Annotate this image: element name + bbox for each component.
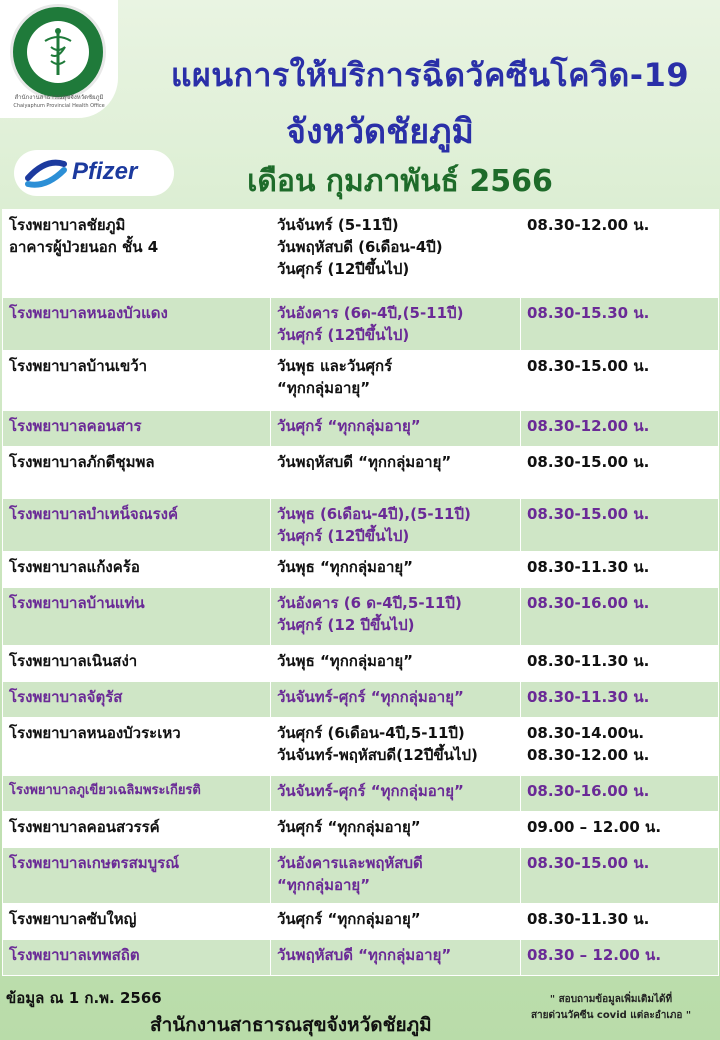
service-days-cell: วันพฤหัสบดี “ทุกกลุ่มอายุ” [271,940,521,976]
service-days-cell: วันอังคาร (6ด-4ปี,(5-11ปี) วันศุกร์ (12ปีขึ้นไป) [271,298,521,351]
pfizer-mark-icon [24,156,68,190]
service-days-cell: วันพฤหัสบดี “ทุกกลุ่มอายุ” [271,447,521,499]
hospital-cell: โรงพยาบาลซับใหญ่ [3,904,271,940]
service-days-cell: วันศุกร์ “ทุกกลุ่มอายุ” [271,904,521,940]
table-row [3,447,719,499]
table-row [3,848,719,904]
caduceus-icon [27,21,89,83]
service-days-cell: วันศุกร์ (6เดือน-4ปี,5-11ปี) วันจันทร์-พฤหัสบดี(12ปีขึ้นไป) [271,718,521,776]
hospital-cell: โรงพยาบาลภักดีชุมพล [3,447,271,499]
table-row [3,499,719,552]
service-time-cell: 08.30-11.30 น. [521,646,719,682]
table-row [3,298,719,351]
service-time-cell: 08.30-16.00 น. [521,588,719,646]
service-time-cell: 08.30-15.00 น. [521,447,719,499]
table-row [3,682,719,718]
table-row [3,646,719,682]
table-row [3,718,719,776]
hospital-cell: โรงพยาบาลบำเหน็จณรงค์ [3,499,271,552]
hospital-cell: โรงพยาบาลจัตุรัส [3,682,271,718]
office-footer-label: สำนักงานสาธารณสุขจังหวัดชัยภูมิ [150,1014,432,1036]
data-date-label: ข้อมูล ณ 1 ก.พ. 2566 [6,989,162,1007]
hospital-cell: โรงพยาบาลภูเขียวเฉลิมพระเกียรติ [3,776,271,812]
table-row [3,940,719,976]
service-time-cell: 08.30-16.00 น. [521,776,719,812]
hospital-cell: โรงพยาบาลหนองบัวระเหว [3,718,271,776]
service-days-cell: วันอังคารและพฤหัสบดี “ทุกกลุ่มอายุ” [271,848,521,904]
table-row [3,210,719,298]
service-time-cell: 08.30-11.30 น. [521,682,719,718]
service-days-cell: วันพุธ และวันศุกร์ “ทุกกลุ่มอายุ” [271,351,521,411]
service-time-cell: 08.30-15.00 น. [521,351,719,411]
service-time-cell: 08.30-11.30 น. [521,904,719,940]
province-title: จังหวัดชัยภูมิ [286,112,474,152]
hospital-cell: โรงพยาบาลบ้านเขว้า [3,351,271,411]
service-days-cell: วันจันทร์ (5-11ปี) วันพฤหัสบดี (6เดือน-4ปี) วันศุกร์ (12ปีขึ้นไป) [271,210,521,298]
hotline-note: " สอบถามข้อมูลเพิ่มเติมได้ที่ สายด่วนวัคซีน covid แต่ละอำเภอ " [530,994,692,1021]
pfizer-logo [14,150,174,196]
hospital-cell: โรงพยาบาลแก้งคร้อ [3,552,271,588]
month-title: เดือน กุมภาพันธ์ 2566 [247,164,553,199]
service-days-cell: วันศุกร์ “ทุกกลุ่มอายุ” [271,411,521,447]
hospital-cell: โรงพยาบาลบ้านแท่น [3,588,271,646]
service-days-cell: วันพุธ “ทุกกลุ่มอายุ” [271,646,521,682]
service-time-cell: 08.30-15.00 น. [521,499,719,552]
service-days-cell: วันพุธ (6เดือน-4ปี),(5-11ปี) วันศุกร์ (12ปีขึ้นไป) [271,499,521,552]
office-name-label: สำนักงานสาธารณสุขจังหวัดชัยภูมิ Chaiyaphum Provincial Health Office [13,94,105,109]
service-time-cell: 08.30-12.00 น. [521,411,719,447]
hospital-cell: โรงพยาบาลชัยภูมิ อาคารผู้ป่วยนอก ชั้น 4 [3,210,271,298]
page-title: แผนการให้บริการฉีดวัคซีนโควิด-19 [170,56,690,94]
service-days-cell: วันอังคาร (6 ด-4ปี,5-11ปี) วันศุกร์ (12 ปีขึ้นไป) [271,588,521,646]
hospital-cell: โรงพยาบาลคอนสาร [3,411,271,447]
table-row [3,776,719,812]
service-days-cell: วันพุธ “ทุกกลุ่มอายุ” [271,552,521,588]
service-time-cell: 08.30-15.00 น. [521,848,719,904]
service-days-cell: วันศุกร์ “ทุกกลุ่มอายุ” [271,812,521,848]
ministry-emblem-icon [10,4,106,100]
pfizer-wordmark: Pfizer [72,158,138,185]
table-row [3,588,719,646]
service-time-cell: 09.00 – 12.00 น. [521,812,719,848]
table-row [3,411,719,447]
service-time-cell: 08.30-14.00น. 08.30-12.00 น. [521,718,719,776]
schedule-table [2,209,719,976]
service-days-cell: วันจันทร์-ศุกร์ “ทุกกลุ่มอายุ” [271,682,521,718]
hospital-cell: โรงพยาบาลหนองบัวแดง [3,298,271,351]
table-row [3,812,719,848]
service-time-cell: 08.30-11.30 น. [521,552,719,588]
service-time-cell: 08.30 – 12.00 น. [521,940,719,976]
service-time-cell: 08.30-15.30 น. [521,298,719,351]
hospital-cell: โรงพยาบาลเนินสง่า [3,646,271,682]
hospital-cell: โรงพยาบาลคอนสวรรค์ [3,812,271,848]
table-row [3,904,719,940]
table-row [3,552,719,588]
hospital-cell: โรงพยาบาลเกษตรสมบูรณ์ [3,848,271,904]
logo-panel [0,0,118,118]
table-row [3,351,719,411]
service-days-cell: วันจันทร์-ศุกร์ “ทุกกลุ่มอายุ” [271,776,521,812]
hospital-cell: โรงพยาบาลเทพสถิต [3,940,271,976]
service-time-cell: 08.30-12.00 น. [521,210,719,298]
